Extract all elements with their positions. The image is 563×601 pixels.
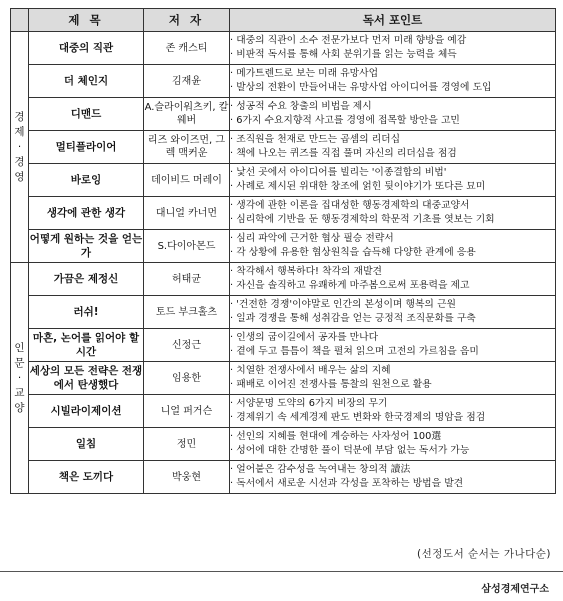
reading-point: · 조직원을 천재로 만드는 곱셈의 리더십 — [230, 133, 555, 147]
reading-point: · '건전한 경쟁'이야말로 인간의 본성이며 행복의 근원 — [230, 298, 555, 312]
header-category — [11, 9, 29, 32]
reading-point: · 서양문명 도약의 6가지 비장의 무기 — [230, 397, 555, 411]
table-row — [11, 263, 556, 296]
table-row — [11, 164, 556, 197]
category-cell — [11, 32, 29, 263]
reading-point: · 얼어붙은 감수성을 녹여내는 창의적 讀法 — [230, 463, 555, 477]
reading-point: · 독서에서 새로운 시선과 각성을 포착하는 방법을 발견 — [230, 477, 555, 491]
header-author: 저 자 — [144, 9, 230, 32]
order-note: (선정도서 순서는 가나다순) — [417, 548, 551, 560]
reading-point: · 낯선 곳에서 아이디어를 빌리는 '이종결합의 비법' — [230, 166, 555, 180]
reading-points — [230, 329, 556, 362]
publisher-label: 삼성경제연구소 — [481, 584, 549, 595]
reading-point: · 착각해서 행복하다! 착각의 재발견 — [230, 265, 555, 279]
book-title: 책은 도끼다 — [29, 461, 144, 494]
reading-points — [230, 263, 556, 296]
book-title: 대중의 직관 — [29, 32, 144, 65]
reading-points — [230, 362, 556, 395]
reading-point: · 생각에 관한 이론을 집대성한 행동경제학의 대중교양서 — [230, 199, 555, 213]
reading-points — [230, 230, 556, 263]
reading-points — [230, 461, 556, 494]
reading-point: · 심리학에 기반을 둔 행동경제학의 학문적 기초를 엿보는 기회 — [230, 213, 555, 227]
table-row — [11, 32, 556, 65]
reading-points — [230, 131, 556, 164]
reading-point: · 발상의 전환이 만들어내는 유망사업 아이디어를 경영에 도입 — [230, 81, 555, 95]
table-row — [11, 395, 556, 428]
reading-point: · 인생의 굽이길에서 공자를 만나다 — [230, 331, 555, 345]
reading-points — [230, 296, 556, 329]
book-author: 허태균 — [144, 263, 230, 296]
table-row — [11, 296, 556, 329]
reading-point: · 6가지 수요지향적 사고를 경영에 접목할 방안을 고민 — [230, 114, 555, 128]
table-header-row — [11, 9, 556, 32]
table-row — [11, 131, 556, 164]
book-title: 더 체인지 — [29, 65, 144, 98]
book-author: 정민 — [144, 428, 230, 461]
table-row — [11, 98, 556, 131]
book-author: A.슬라이워츠키, 칼 웨버 — [144, 98, 230, 131]
reading-point: · 메가트렌드로 보는 미래 유망사업 — [230, 67, 555, 81]
book-title: 마흔, 논어를 읽어야 할 시간 — [29, 329, 144, 362]
table-row — [11, 230, 556, 263]
book-title: 러쉬! — [29, 296, 144, 329]
book-title: 생각에 관한 생각 — [29, 197, 144, 230]
table-row — [11, 428, 556, 461]
book-title: 바로잉 — [29, 164, 144, 197]
reading-point: · 경제위기 속 세계경제 판도 변화와 한국경제의 명암을 점검 — [230, 411, 555, 425]
reading-point: · 일과 경쟁을 통해 성취감을 얻는 긍정적 조직문화를 구축 — [230, 312, 555, 326]
reading-point: · 비판적 독서를 통해 사회 분위기를 읽는 능력을 체득 — [230, 48, 555, 62]
reading-point: · 책에 나오는 퀴즈를 직접 풀며 자신의 리더십을 점검 — [230, 147, 555, 161]
book-author: S.다이아몬드 — [144, 230, 230, 263]
reading-points — [230, 428, 556, 461]
table-row — [11, 197, 556, 230]
table-row — [11, 329, 556, 362]
book-title: 시빌라이제이션 — [29, 395, 144, 428]
table-row — [11, 461, 556, 494]
reading-point: · 사례로 제시된 위대한 창조에 얽힌 뒷이야기가 또다른 묘미 — [230, 180, 555, 194]
book-author: 데이비드 머레이 — [144, 164, 230, 197]
book-author: 임용한 — [144, 362, 230, 395]
reading-points — [230, 395, 556, 428]
reading-points — [230, 197, 556, 230]
book-author: 대니얼 카너먼 — [144, 197, 230, 230]
reading-point: · 패배로 이어진 전쟁사를 통찰의 원천으로 활용 — [230, 378, 555, 392]
book-title: 일침 — [29, 428, 144, 461]
book-author: 박웅현 — [144, 461, 230, 494]
book-title: 디맨드 — [29, 98, 144, 131]
reading-point: · 성공적 수요 창출의 비법을 제시 — [230, 100, 555, 114]
reading-point: · 성어에 대한 간명한 풀이 덕분에 부담 없는 독서가 가능 — [230, 444, 555, 458]
table-body — [11, 32, 556, 494]
reading-point: · 선인의 지혜를 현대에 계승하는 사자성어 100選 — [230, 430, 555, 444]
reading-point: · 대중의 직관이 소수 전문가보다 먼저 미래 향방을 예감 — [230, 34, 555, 48]
book-title: 멀티플라이어 — [29, 131, 144, 164]
reading-points — [230, 164, 556, 197]
book-author: 신정근 — [144, 329, 230, 362]
reading-point: · 각 상황에 유용한 협상원칙을 습득해 다양한 관계에 응용 — [230, 246, 555, 260]
header-points: 독서 포인트 — [230, 9, 556, 32]
book-author: 리즈 와이즈먼, 그렉 맥커운 — [144, 131, 230, 164]
book-title: 가끔은 제정신 — [29, 263, 144, 296]
table-row — [11, 65, 556, 98]
book-author: 존 캐스티 — [144, 32, 230, 65]
category-label: 인문·교양 — [14, 341, 25, 414]
reading-points — [230, 98, 556, 131]
book-author: 토드 부크홀츠 — [144, 296, 230, 329]
book-author: 김재윤 — [144, 65, 230, 98]
reading-point: · 곁에 두고 틈틈이 책을 펼쳐 읽으며 고전의 가르침을 음미 — [230, 345, 555, 359]
book-author: 니얼 퍼거슨 — [144, 395, 230, 428]
reading-point: · 심리 파악에 근거한 협상 필승 전략서 — [230, 232, 555, 246]
footer-divider — [0, 571, 563, 572]
book-title: 어떻게 원하는 것을 얻는가 — [29, 230, 144, 263]
reading-points — [230, 65, 556, 98]
table-row — [11, 362, 556, 395]
header-title: 제 목 — [29, 9, 144, 32]
book-title: 세상의 모든 전략은 전쟁에서 탄생했다 — [29, 362, 144, 395]
book-recommendation-table — [10, 8, 556, 494]
category-label: 경제·경영 — [14, 110, 25, 183]
reading-point: · 자신을 솔직하고 유쾌하게 마주봄으로써 포용력을 제고 — [230, 279, 555, 293]
reading-points — [230, 32, 556, 65]
reading-point: · 치열한 전쟁사에서 배우는 삶의 지혜 — [230, 364, 555, 378]
category-cell — [11, 263, 29, 494]
